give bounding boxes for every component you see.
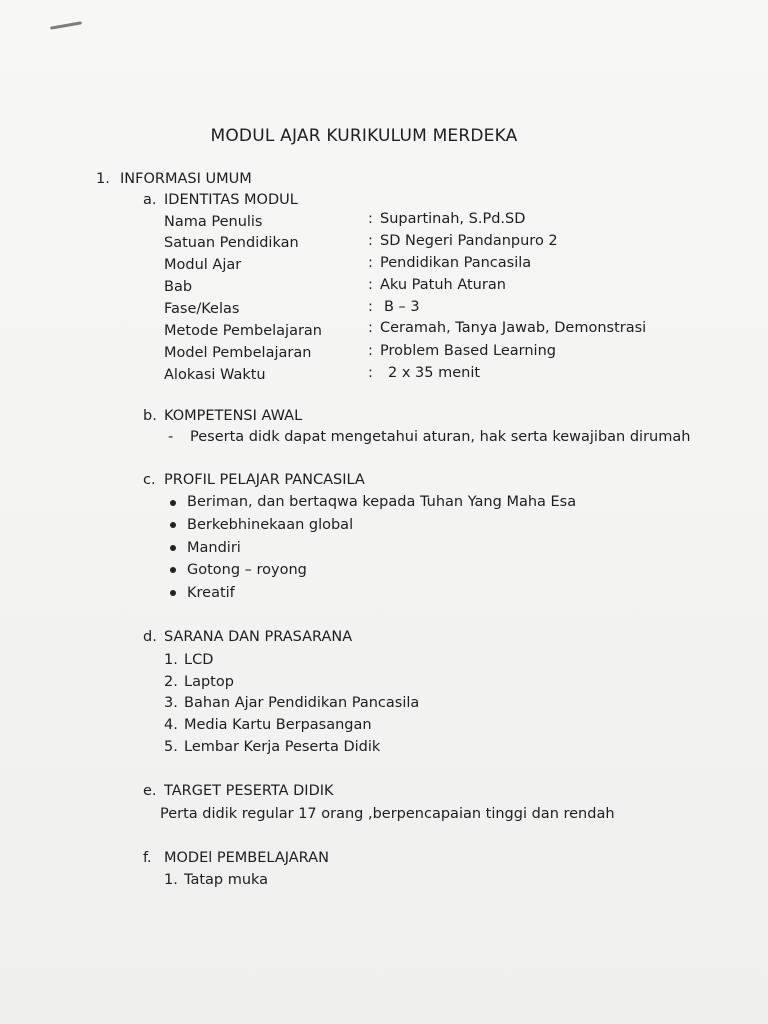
list-item: Kreatif: [187, 585, 235, 601]
document-title: MODUL AJAR KURIKULUM MERDEKA: [210, 126, 518, 146]
field-value: B – 3: [384, 299, 420, 315]
sub-a-letter: a.: [143, 192, 157, 208]
field-label: Bab: [164, 279, 193, 295]
list-item: Media Kartu Berpasangan: [184, 717, 372, 733]
field-value: Ceramah, Tanya Jawab, Demonstrasi: [380, 320, 647, 336]
list-item: Mandiri: [187, 540, 241, 556]
field-colon: :: [368, 343, 373, 359]
sub-d-heading: SARANA DAN PRASARANA: [164, 629, 353, 645]
list-number: 5.: [164, 739, 178, 755]
sub-f-letter: f.: [143, 850, 152, 866]
kompetensi-text: Peserta didk dapat mengetahui aturan, hak serta kewajiban dirumah: [190, 429, 691, 445]
sub-e-heading: TARGET PESERTA DIDIK: [164, 783, 334, 799]
field-label: Nama Penulis: [164, 214, 263, 230]
sub-d-letter: d.: [143, 629, 157, 645]
section-1-heading: INFORMASI UMUM: [120, 171, 252, 187]
list-number: 1.: [164, 652, 178, 668]
list-item: LCD: [184, 652, 214, 668]
sub-e-letter: e.: [143, 783, 157, 799]
field-colon: :: [368, 277, 373, 293]
list-item: Laptop: [184, 674, 234, 690]
list-item: Beriman, dan bertaqwa kepada Tuhan Yang Maha Esa: [187, 494, 577, 510]
sub-b-letter: b.: [143, 408, 157, 424]
field-colon: :: [368, 320, 373, 336]
sub-b-heading: KOMPETENSI AWAL: [164, 408, 303, 424]
list-item: Lembar Kerja Peserta Didik: [184, 739, 381, 755]
list-number: 4.: [164, 717, 178, 733]
field-colon: :: [368, 255, 373, 271]
list-number: 3.: [164, 695, 178, 711]
sub-c-letter: c.: [143, 472, 156, 488]
field-value: 2 x 35 menit: [388, 365, 481, 381]
list-item: Gotong – royong: [187, 562, 307, 578]
pen-mark: [50, 21, 82, 30]
bullet-dot: [170, 567, 176, 573]
field-label: Model Pembelajaran: [164, 345, 312, 361]
field-value: SD Negeri Pandanpuro 2: [380, 233, 558, 249]
field-value: Aku Patuh Aturan: [380, 277, 506, 293]
list-item: Bahan Ajar Pendidikan Pancasila: [184, 695, 420, 711]
field-label: Modul Ajar: [164, 257, 242, 273]
list-number: 2.: [164, 674, 178, 690]
sub-f-heading: MODEl PEMBELAJARAN: [164, 850, 329, 866]
target-text: Perta didik regular 17 orang ,berpencapaian tinggi dan rendah: [160, 806, 615, 822]
list-item: Tatap muka: [184, 872, 269, 888]
field-colon: :: [368, 233, 373, 249]
field-label: Metode Pembelajaran: [164, 323, 322, 339]
dash-bullet: -: [168, 429, 174, 445]
sub-c-heading: PROFIL PELAJAR PANCASILA: [164, 472, 365, 488]
field-colon: :: [368, 211, 373, 227]
field-colon: :: [368, 365, 373, 381]
sub-a-heading: IDENTITAS MODUL: [164, 192, 298, 208]
field-colon: :: [368, 299, 373, 315]
list-number: 1.: [164, 872, 178, 888]
bullet-dot: [170, 500, 176, 506]
bullet-dot: [170, 522, 176, 528]
bullet-dot: [170, 590, 176, 596]
section-1-number: 1.: [96, 171, 110, 187]
field-label: Satuan Pendidikan: [164, 235, 299, 251]
field-value: Supartinah, S.Pd.SD: [380, 211, 526, 227]
bullet-dot: [170, 545, 176, 551]
field-value: Pendidikan Pancasila: [380, 255, 532, 271]
list-item: Berkebhinekaan global: [187, 517, 354, 533]
field-label: Fase/Kelas: [164, 301, 240, 317]
field-value: Problem Based Learning: [380, 343, 556, 359]
field-label: Alokasi Waktu: [164, 367, 266, 383]
